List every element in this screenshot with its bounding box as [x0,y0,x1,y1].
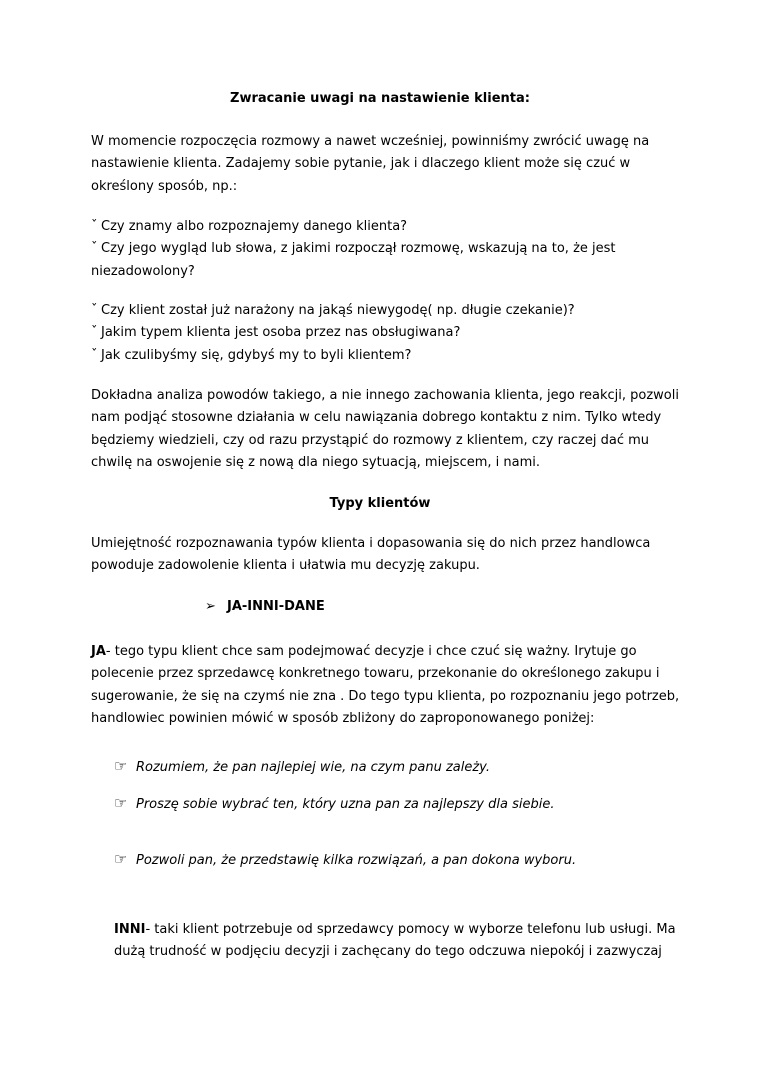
bullet-mark: ˇ [91,241,98,257]
inni-line: INNI- taki klient potrzebuje od sprzedawcy pomocy w wyborze telefonu lub usługi. Ma [114,922,676,937]
intro-line: nastawienie klienta. Zadajemy sobie pytanie, jak i dlaczego klient może się czuć w [91,156,631,172]
example-item: ☞ Rozumiem, że pan najlepiej wie, na czym panu zależy. [114,757,491,775]
question-item: ˇ Jakim typem klienta jest osoba przez nas obsługiwana? [91,322,673,344]
example-item: ☞ Proszę sobie wybrać ten, który uzna pan za najlepszy dla siebie. [114,794,555,812]
ja-label: JA [91,644,106,659]
question-item: ˇ Jak czulibyśmy się, gdybyś my to byli klientem? [91,345,673,367]
inni-label: INNI [114,922,146,937]
ja-line: handlowiec powinien mówić w sposób zbliżony do zaproponowanego poniżej: [91,711,595,727]
analysis-line: nam podjąć stosowne działania w celu nawiązania dobrego kontaktu z nim. Tylko wtedy [91,410,662,426]
intro-paragraph [91,131,673,198]
arrow-bullet-icon: ➢ [205,599,216,614]
bullet-mark: ˇ [91,303,98,318]
inni-line: dużą trudność w podjęciu decyzji i zachęcany do tego odczuwa niepokój i zazwyczaj [114,944,662,960]
question-list-b [91,300,673,367]
heading-attitude: Zwracanie uwagi na nastawienie klienta: [230,91,530,106]
question-item: ˇ Czy jego wygląd lub słowa, z jakimi rozpoczął rozmowę, wskazują na to, że jest [91,238,673,260]
bullet-mark: ˇ [91,347,98,363]
ja-paragraph [91,641,680,731]
section-ja-inni-dane [205,599,325,614]
intro-line: W momencie rozpoczęcia rozmowy a nawet wcześniej, powinniśmy zwrócić uwagę na [91,134,650,149]
ja-line: polecenie przez sprzedawcę konkretnego towaru, przekonanie do określonego zakupu i [91,666,660,682]
ja-line: sugerowanie, że się na czymś nie zna . Do tego typu klienta, po rozpoznaniu jego potrzeb, [91,688,680,704]
bullet-mark: ˇ [91,219,98,234]
question-item: ˇ Czy klient został już narażony na jakąś niewygodę( np. długie czekanie)? [91,300,673,322]
types-paragraph [91,533,673,578]
section-title: JA-INNI-DANE [227,599,325,614]
heading-client-types: Typy klientów [329,496,431,511]
question-continuation: niezadowolony? [91,263,195,279]
analysis-line: chwilę na oswojenie się z nową dla niego sytuacją, miejscem, i nami. [91,455,541,471]
example-item: ☞ Pozwoli pan, że przedstawię kilka rozwiązań, a pan dokona wyboru. [114,850,577,868]
bullet-mark: ˇ [91,325,98,341]
intro-line: określony sposób, np.: [91,178,238,194]
pointing-hand-icon: ☞ [114,794,128,812]
ja-line: JA- tego typu klient chce sam podejmować decyzje i chce czuć się ważny. Irytuje go [91,644,637,659]
analysis-line: będziemy wiedzieli, czy od razu przystąpić do rozmowy z klientem, czy raczej dać mu [91,432,650,448]
analysis-paragraph [91,385,679,475]
pointing-hand-icon: ☞ [114,757,128,775]
analysis-line: Dokładna analiza powodów takiego, a nie innego zachowania klienta, jego reakcji, pozwoli [91,388,679,403]
types-line: powoduje zadowolenie klienta i ułatwia mu decyzję zakupu. [91,558,480,574]
pointing-hand-icon: ☞ [114,850,128,868]
question-list-a [91,216,673,283]
types-line: Umiejętność rozpoznawania typów klienta i dopasowania się do nich przez handlowca [91,536,651,551]
question-item: ˇ Czy znamy albo rozpoznajemy danego klienta? [91,216,673,238]
inni-paragraph [114,919,674,964]
